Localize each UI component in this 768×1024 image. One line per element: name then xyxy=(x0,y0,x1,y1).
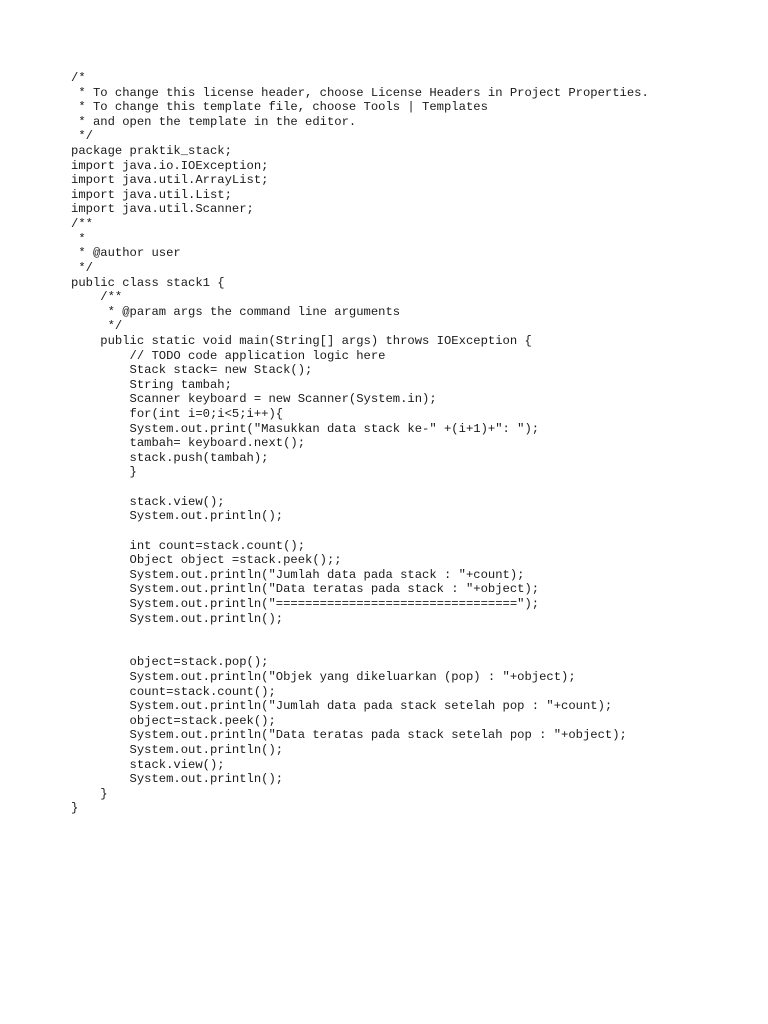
code-line: System.out.print("Masukkan data stack ke-" +(i+1)+": "); xyxy=(71,421,540,436)
code-line: Scanner keyboard = new Scanner(System.in); xyxy=(71,392,437,407)
code-line: tambah= keyboard.next(); xyxy=(71,436,306,451)
code-line: public class stack1 { xyxy=(71,275,225,290)
code-line xyxy=(71,524,649,539)
code-line: * To change this license header, choose License Headers in Project Properties. xyxy=(71,85,649,100)
code-line: /* xyxy=(71,71,86,85)
code-line: System.out.println("Objek yang dikeluarkan (pop) : "+object); xyxy=(71,669,576,684)
code-line: } xyxy=(71,465,137,480)
code-line: * xyxy=(71,231,86,246)
code-line: import java.util.ArrayList; xyxy=(71,173,269,188)
code-line: stack.push(tambah); xyxy=(71,450,269,465)
code-line: } xyxy=(71,801,79,816)
code-line xyxy=(71,641,649,656)
code-line: int count=stack.count(); xyxy=(71,538,306,553)
code-line: package praktik_stack; xyxy=(71,144,232,159)
code-line: /** xyxy=(71,217,93,232)
code-line: * @param args the command line arguments xyxy=(71,304,401,319)
code-line: public static void main(String[] args) throws IOException { xyxy=(71,333,532,348)
code-line: } xyxy=(71,786,108,801)
code-line: System.out.println(); xyxy=(71,772,284,787)
code-line: System.out.println("Jumlah data pada stack : "+count); xyxy=(71,567,525,582)
code-line: Stack stack= new Stack(); xyxy=(71,363,313,378)
code-line: System.out.println("Data teratas pada stack setelah pop : "+object); xyxy=(71,728,627,743)
code-line: System.out.println("Data teratas pada stack : "+object); xyxy=(71,582,540,597)
code-line: * @author user xyxy=(71,246,181,261)
code-line: import java.util.List; xyxy=(71,187,232,202)
code-line: for(int i=0;i<5;i++){ xyxy=(71,407,284,422)
code-line: import java.io.IOException; xyxy=(71,158,269,173)
code-line: import java.util.Scanner; xyxy=(71,202,254,217)
code-line: System.out.println(); xyxy=(71,509,284,524)
code-line xyxy=(71,626,649,641)
code-line: count=stack.count(); xyxy=(71,684,276,699)
code-line: String tambah; xyxy=(71,377,232,392)
code-line: System.out.println("Jumlah data pada stack setelah pop : "+count); xyxy=(71,699,613,714)
code-line: Object object =stack.peek();; xyxy=(71,553,342,568)
code-line: * To change this template file, choose Tools | Templates xyxy=(71,100,488,115)
code-line xyxy=(71,480,649,495)
code-line: System.out.println(); xyxy=(71,611,284,626)
code-listing xyxy=(71,71,649,816)
code-line: System.out.println(); xyxy=(71,743,284,758)
code-line: object=stack.peek(); xyxy=(71,713,276,728)
code-line: stack.view(); xyxy=(71,494,225,509)
code-line: // TODO code application logic here xyxy=(71,348,386,363)
code-line: * and open the template in the editor. xyxy=(71,114,357,129)
code-line: */ xyxy=(71,319,123,334)
code-line: System.out.println("================================="); xyxy=(71,596,540,611)
code-line: object=stack.pop(); xyxy=(71,655,269,670)
code-line: stack.view(); xyxy=(71,757,225,772)
code-line: /** xyxy=(71,290,123,305)
code-line: */ xyxy=(71,260,93,275)
code-line: */ xyxy=(71,129,93,144)
